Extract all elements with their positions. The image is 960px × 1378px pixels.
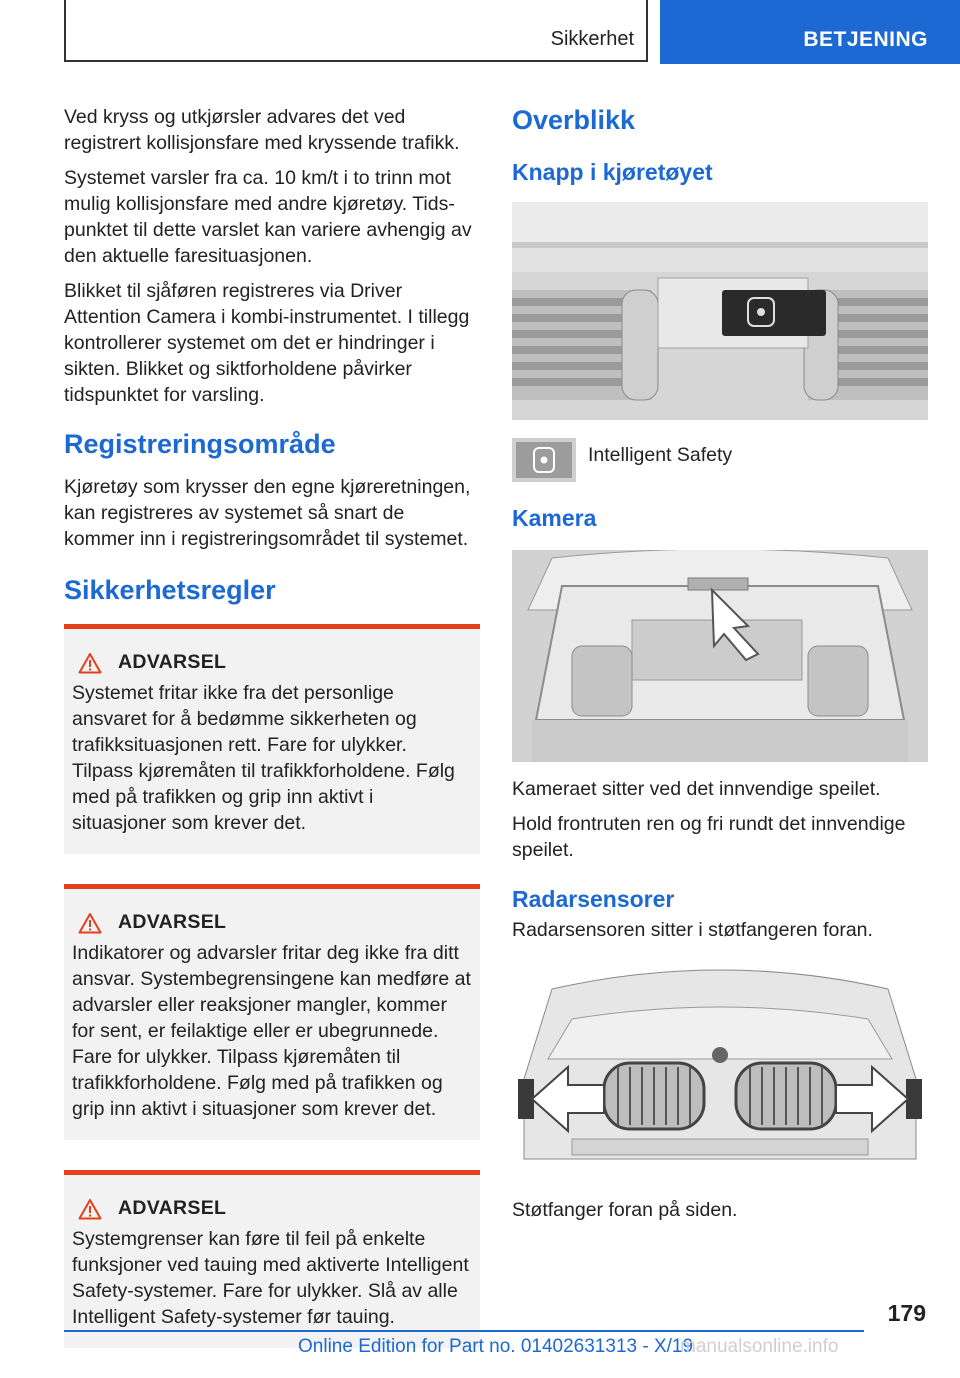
heading-kamera: Kamera — [512, 505, 597, 531]
footer-watermark: manualsonline.info — [680, 1336, 839, 1357]
footer-edition: Online Edition for Part no. 01402631313 - X/19 — [298, 1336, 694, 1357]
page-header — [0, 0, 960, 66]
header-section-title: Sikkerhet — [550, 28, 634, 50]
warning-box — [64, 1170, 480, 1348]
camera-interior-image — [512, 550, 928, 762]
paragraph: Blikket til sjåføren registreres via Driver Attention Camera i kombi-instrumentet. I tillegg kontrollerer systemet om det er hindringer i sikten. Blikket og siktforholdene påvirker tidspunktet for varsling. — [64, 280, 470, 406]
warning-text: Systemgrenser kan føre til feil på enkelte funksjoner ved tauing med aktiverte Intelligent Safety-systemer. Fare for ulykker. Slå av alle Intelligent Safety-systemer før tauing. — [72, 1228, 469, 1328]
warning-triangle-icon — [78, 1198, 102, 1220]
dashboard-button-image — [512, 202, 928, 420]
paragraph: Kameraet sitter ved det innvendige speilet. — [512, 778, 881, 800]
header-chapter-title: BETJENING — [803, 28, 928, 51]
footer-divider — [64, 1330, 864, 1332]
heading-sikkerhetsregler: Sikkerhetsregler — [64, 575, 276, 605]
heading-overblikk: Overblikk — [512, 105, 636, 135]
button-legend — [512, 438, 928, 482]
warning-text: Indikatorer og advarsler fritar deg ikke fra ditt ansvar. Systembegrensingene kan medføre at advarsler eller reaksjoner mangler, kommer for sent, er feilaktige eller er ubegrunnede. Fare for ulykker. Tilpass kjøremåten til trafikkforholdene. Følg med på trafikken og grip inn aktivt i situasjoner som krever det. — [72, 942, 471, 1120]
warning-title: ADVARSEL — [118, 651, 227, 673]
warning-triangle-icon — [78, 652, 102, 674]
paragraph: Systemet varsler fra ca. 10 km/t i to trinn mot mulig kollisjonsfare med andre kjøretøy. Tidspunktet til dette varslet kan variere avhengig av den aktuelle faresituasjonen. — [64, 167, 472, 267]
front-bumper-image — [512, 959, 928, 1185]
heading-knapp: Knapp i kjøretøyet — [512, 159, 713, 185]
paragraph: Ved kryss og utkjørsler advares det ved registrert kollisjonsfare med kryssende trafikk. — [64, 106, 460, 154]
paragraph: Radarsensoren sitter i støtfangeren foran. — [512, 919, 873, 941]
image-caption: Støtfanger foran på siden. — [512, 1199, 738, 1221]
header-chapter-tab — [660, 0, 960, 64]
warning-text: Systemet fritar ikke fra det personlige ansvaret for å bedømme sikkerheten og trafikksituasjonen rett. Fare for ulykker. Tilpass kjøremåten til trafikkforholdene. Følg med på trafikken og grip inn aktivt i situasjoner som krever det. — [72, 682, 455, 834]
right-column — [512, 104, 928, 1232]
button-label: Intelligent Safety — [588, 444, 733, 466]
warning-title: ADVARSEL — [118, 911, 227, 933]
paragraph: Kjøretøy som krysser den egne kjøreretningen, kan registreres av systemet så snart de kommer inn i registreringsområdet til systemet. — [64, 476, 471, 550]
left-column — [64, 104, 480, 1378]
warning-box — [64, 884, 480, 1140]
page-number: 179 — [887, 1300, 926, 1326]
intelligent-safety-button-icon — [512, 438, 576, 482]
warning-title: ADVARSEL — [118, 1197, 227, 1219]
warning-triangle-icon — [78, 912, 102, 934]
paragraph: Hold frontruten ren og fri rundt det innvendige speilet. — [512, 813, 906, 861]
heading-registreringsomrade: Registreringsområde — [64, 429, 336, 459]
warning-box — [64, 624, 480, 854]
header-section-box — [64, 0, 648, 62]
heading-radarsensorer: Radarsensorer — [512, 886, 675, 912]
